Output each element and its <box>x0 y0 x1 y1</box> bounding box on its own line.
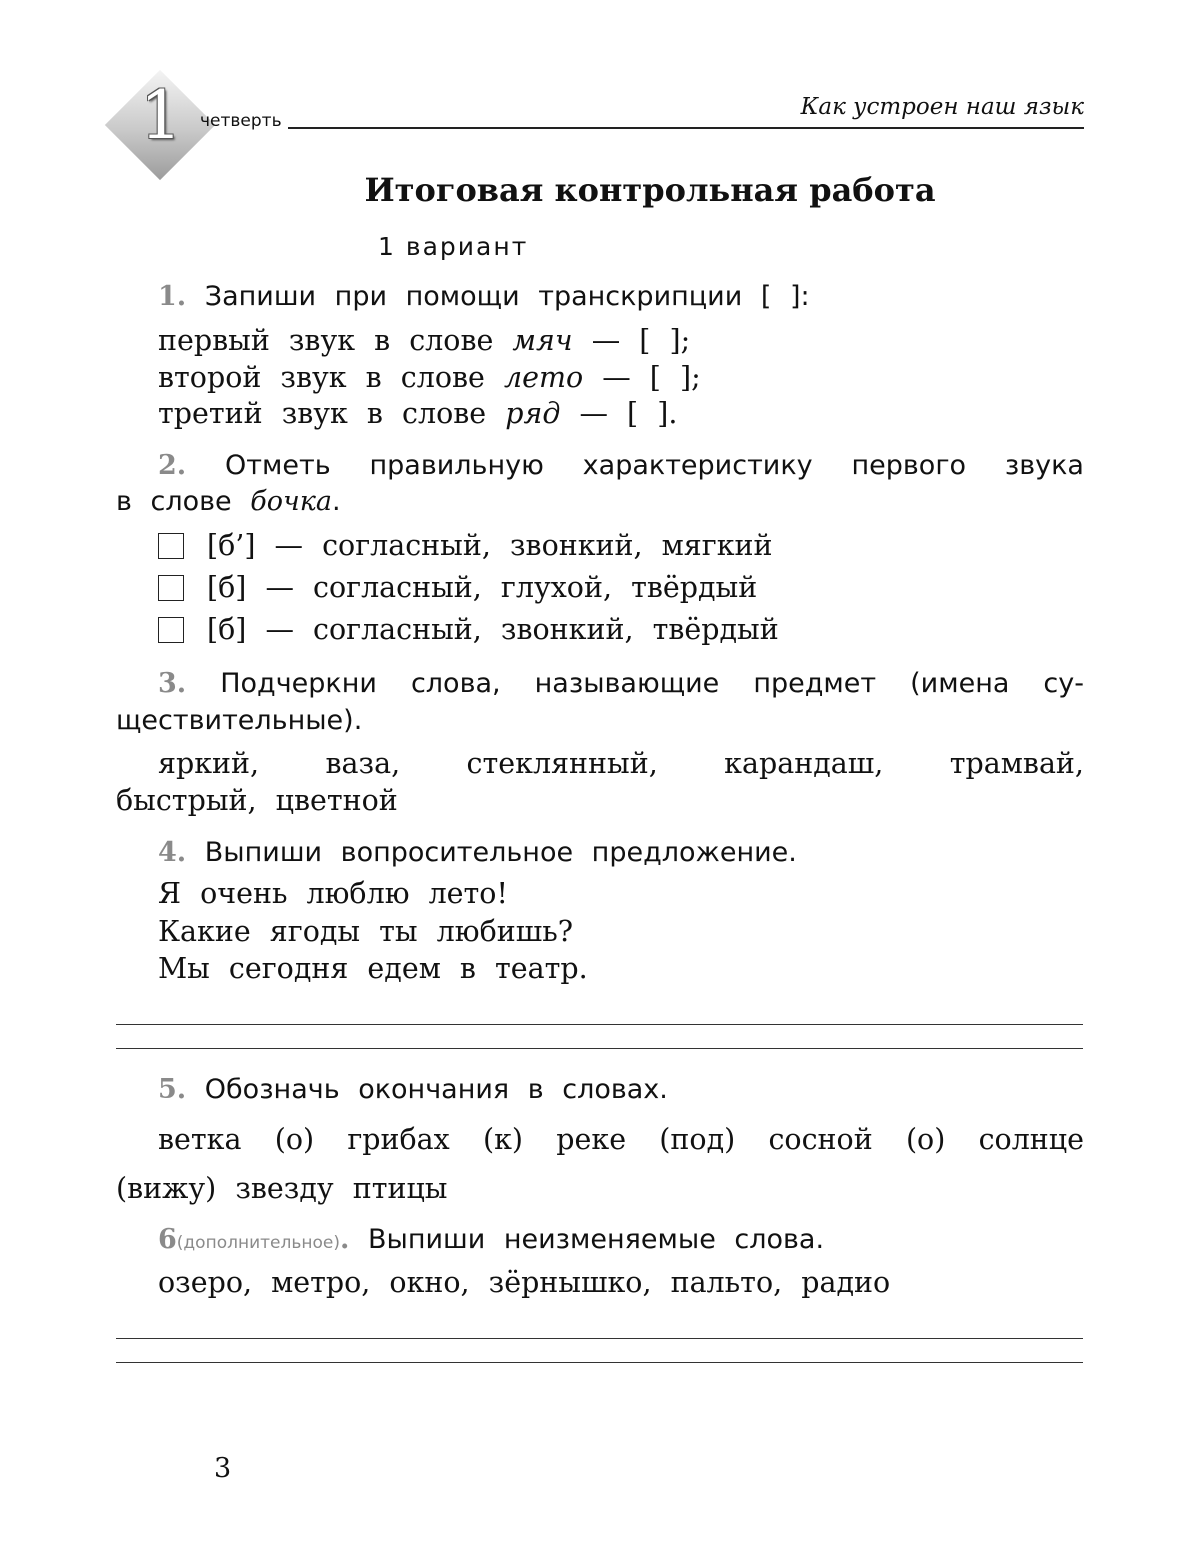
answer-line-1[interactable] <box>116 1024 1083 1025</box>
task1-instruction: Запиши при помощи транскрипции [ ]: <box>204 281 810 312</box>
task3-heading-line1 <box>158 667 1084 701</box>
task1-line-3-text: третий звук в слове <box>158 397 487 430</box>
task6-number: 6 <box>158 1224 177 1255</box>
task3-words-line1: яркий, ваза, стеклянный, карандаш, трамвай, <box>158 747 1084 780</box>
task5-number: 5. <box>158 1074 187 1105</box>
task2-option-2-label: [б] — согласный, глухой, твёрдый <box>207 571 758 604</box>
task2-instruction-line1: Отметь правильную характеристику первого звука <box>225 450 1084 481</box>
task2-heading-line2 <box>116 485 341 519</box>
task4-sentence-1: Я очень люблю лето! <box>158 877 508 910</box>
task1-line-2-answer: — [ ]; <box>602 361 701 394</box>
task1-line-1 <box>158 323 690 359</box>
section-title: Как устроен наш язык <box>800 94 1084 120</box>
task1-line-3-word: ряд <box>505 397 561 430</box>
task4-heading <box>158 836 797 870</box>
task2-word: бочка <box>250 486 332 517</box>
task1-line-2-word: лето <box>503 361 584 394</box>
task2-option-3-checkbox[interactable] <box>158 617 184 643</box>
task2-option-2-checkbox[interactable] <box>158 575 184 601</box>
task2-option-1-checkbox[interactable] <box>158 533 184 559</box>
task1-heading <box>158 280 810 314</box>
task3-instruction-line2: ществительные). <box>116 705 363 736</box>
task1-line-1-text: первый звук в слове <box>158 324 494 357</box>
task1-line-1-word: мяч <box>512 324 573 357</box>
task4-sentence-2: Какие ягоды ты любишь? <box>158 915 574 948</box>
variant-label: 1 вариант <box>378 232 529 261</box>
task1-line-1-answer: — [ ]; <box>591 324 691 357</box>
task1-line-2-text: второй звук в слове <box>158 361 485 394</box>
task6-heading <box>158 1223 824 1260</box>
header-rule <box>288 127 1084 129</box>
task1-number: 1. <box>158 281 187 312</box>
quarter-number: 1 <box>140 77 182 154</box>
task2-option-3-label: [б] — согласный, звонкий, твёрдый <box>207 613 779 646</box>
quarter-label: четверть <box>200 111 282 131</box>
answer-line-2[interactable] <box>116 1048 1083 1049</box>
task5-instruction: Обозначь окончания в словах. <box>204 1074 668 1105</box>
task4-number: 4. <box>158 837 187 868</box>
task6-words: озеро, метро, окно, зёрнышко, пальто, радио <box>158 1266 891 1299</box>
task1-line-3-answer: — [ ]. <box>579 397 678 430</box>
task1-line-2 <box>158 360 701 396</box>
answer-line-3[interactable] <box>116 1338 1083 1339</box>
answer-line-4[interactable] <box>116 1362 1083 1363</box>
task3-instruction-line1: Подчеркни слова, называющие предмет (имена су- <box>220 668 1084 699</box>
task3-words-line2: быстрый, цветной <box>116 784 398 817</box>
task5-words-line1: ветка (о) грибах (к) реке (под) сосной (о) солнце <box>158 1123 1084 1156</box>
page-number: 3 <box>214 1453 232 1484</box>
task4-instruction: Выпиши вопросительное предложение. <box>204 837 797 868</box>
task2-instruction-line2: в слове <box>116 486 232 517</box>
task5-heading <box>158 1073 668 1107</box>
page-title: Итоговая контрольная работа <box>364 171 936 209</box>
task2-period: . <box>332 486 341 517</box>
task4-sentence-3: Мы сегодня едем в театр. <box>158 952 588 985</box>
task5-words-line2: (вижу) звезду птицы <box>116 1172 448 1205</box>
task1-line-3 <box>158 396 677 432</box>
task2-heading-line1 <box>158 449 1084 483</box>
task6-instruction: Выпиши неизменяемые слова. <box>367 1224 825 1255</box>
task6-dot: . <box>339 1224 350 1255</box>
task6-note: (дополнительное) <box>176 1233 340 1253</box>
task2-number: 2. <box>158 450 187 481</box>
task2-option-1-label: [б’] — согласный, звонкий, мягкий <box>207 529 773 562</box>
task3-number: 3. <box>158 668 187 699</box>
